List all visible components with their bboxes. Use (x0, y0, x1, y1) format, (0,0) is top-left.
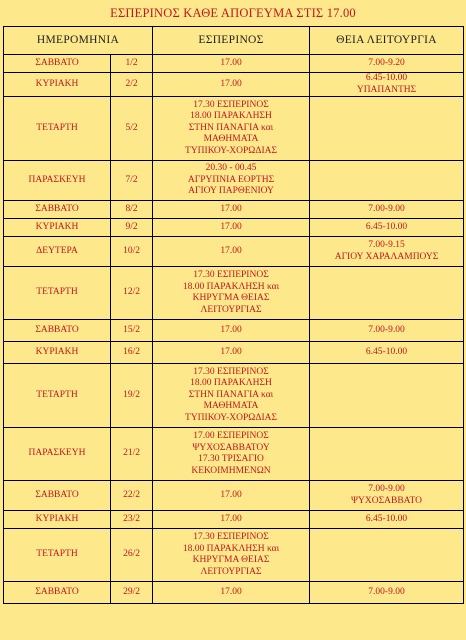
vespers-line: 17.30 ΕΣΠΕΡΙΝΟΣ (193, 99, 269, 110)
liturgy-cell (310, 511, 464, 529)
table-row (4, 511, 464, 529)
header-vespers: ΕΣΠΕΡΙΝΟΣ (153, 27, 310, 55)
day-cell: ΠΑΡΑΣΚΕΥΗ (4, 428, 111, 481)
page-title: ΕΣΠΕΡΙΝΟΣ ΚΑΘΕ ΑΠΟΓΕΥΜΑ ΣΤΙΣ 17.00 (110, 5, 356, 20)
vespers-line: 18.00 ΠΑΡΑΚΛΗΣΗ και (182, 281, 280, 292)
table-row (4, 582, 464, 604)
vespers-line: ΣΤΗΝ ΠΑΝΑΓΙΑ και (188, 122, 274, 133)
date-cell: 7/2 (111, 161, 153, 201)
day-cell: ΣΑΒΒΑΤΟ (4, 320, 111, 342)
vespers-cell (153, 219, 310, 237)
vespers-line: 17.00 (220, 57, 242, 68)
vespers-line: ΚΗΡΥΓΜΑ ΘΕΙΑΣ (192, 293, 270, 304)
vespers-cell (153, 529, 310, 582)
date-cell: 10/2 (111, 237, 153, 267)
table-row (4, 201, 464, 219)
vespers-line: 18.00 ΠΑΡΑΚΛΗΣΗ και (182, 543, 280, 554)
vespers-line: ΚΕΚΟΙΜΗΜΕΝΩΝ (191, 465, 271, 476)
liturgy-line: 6.45-10.00 (365, 513, 408, 524)
table-row (4, 161, 464, 201)
liturgy-cell (310, 237, 464, 267)
header-liturgy: ΘΕΙΑ ΛΕΙΤΟΥΡΓΙΑ (310, 27, 464, 55)
table-row (4, 320, 464, 342)
schedule-table (3, 26, 464, 604)
vespers-line: 17.00 (220, 245, 242, 256)
vespers-cell (153, 428, 310, 481)
vespers-cell (153, 97, 310, 161)
liturgy-cell (310, 481, 464, 511)
vespers-line: ΤΥΠΙΚΟΥ-ΧΟΡΩΔΙΑΣ (185, 146, 278, 157)
liturgy-line: 6.45-10.00 (365, 221, 408, 232)
date-cell: 21/2 (111, 428, 153, 481)
vespers-cell (153, 237, 310, 267)
table-row (4, 237, 464, 267)
liturgy-cell (310, 201, 464, 219)
liturgy-cell (310, 161, 464, 201)
liturgy-cell (310, 320, 464, 342)
date-cell: 15/2 (111, 320, 153, 342)
vespers-line: 18.00 ΠΑΡΑΚΛΗΣΗ (190, 378, 272, 389)
vespers-line: 17.30 ΕΣΠΕΡΙΝΟΣ (193, 532, 269, 542)
table-row (4, 97, 464, 161)
day-cell: ΚΥΡΙΑΚΗ (4, 219, 111, 237)
vespers-line: ΜΑΘΗΜΑΤΑ (203, 401, 259, 412)
date-cell: 5/2 (111, 97, 153, 161)
vespers-line: 17.00 ΕΣΠΕΡΙΝΟΣ (193, 431, 269, 441)
day-cell: ΔΕΥΤΕΡΑ (4, 237, 111, 267)
vespers-line: 17.00 (220, 489, 242, 500)
vespers-line: ΚΗΡΥΓΜΑ ΘΕΙΑΣ (192, 555, 270, 566)
header-row (4, 27, 464, 55)
day-cell: ΣΑΒΒΑΤΟ (4, 582, 111, 604)
vespers-line: 17.00 (220, 513, 242, 524)
liturgy-line: 7.00-9.20 (368, 57, 405, 68)
liturgy-cell (310, 219, 464, 237)
vespers-line: ΜΑΘΗΜΑΤΑ (203, 134, 259, 145)
vespers-line: ΛΕΙΤΟΥΡΓΙΑΣ (200, 566, 262, 577)
vespers-line: ΨΥΧΟΣΑΒΒΑΤΟΥ (192, 442, 270, 453)
date-cell: 19/2 (111, 364, 153, 428)
day-cell: ΤΕΤΑΡΤΗ (4, 267, 111, 320)
day-cell: ΚΥΡΙΑΚΗ (4, 73, 111, 97)
liturgy-line: 7.00-9.15 (368, 240, 405, 251)
table-row (4, 55, 464, 73)
day-cell: ΣΑΒΒΑΤΟ (4, 201, 111, 219)
vespers-cell (153, 582, 310, 604)
day-cell: ΠΑΡΑΣΚΕΥΗ (4, 161, 111, 201)
vespers-line: 20.30 - 00.45 (205, 163, 257, 174)
liturgy-cell (310, 529, 464, 582)
vespers-line: 17.00 (220, 324, 242, 335)
table-row (4, 428, 464, 481)
vespers-line: 17.30 ΕΣΠΕΡΙΝΟΣ (193, 270, 269, 280)
date-cell: 22/2 (111, 481, 153, 511)
vespers-cell (153, 342, 310, 364)
header-date: ΗΜΕΡΟΜΗΝΙΑ (4, 27, 153, 55)
liturgy-cell (310, 55, 464, 73)
liturgy-line: ΨΥΧΟΣΑΒΒΑΤΟ (351, 495, 422, 506)
liturgy-cell (310, 364, 464, 428)
table-row (4, 529, 464, 582)
vespers-cell (153, 161, 310, 201)
vespers-cell (153, 267, 310, 320)
vespers-line: 17.00 (220, 346, 242, 357)
liturgy-cell (310, 342, 464, 364)
vespers-line: ΤΥΠΙΚΟΥ-ΧΟΡΩΔΙΑΣ (185, 413, 278, 424)
liturgy-line: 6.45-10.00 (365, 346, 408, 357)
vespers-line: 17.30 ΤΡΙΣΑΓΙΟ (198, 454, 264, 465)
vespers-line: 18.00 ΠΑΡΑΚΛΗΣΗ (190, 111, 272, 122)
vespers-line: ΛΕΙΤΟΥΡΓΙΑΣ (200, 304, 262, 315)
day-cell: ΤΕΤΑΡΤΗ (4, 97, 111, 161)
vespers-cell (153, 481, 310, 511)
vespers-cell (153, 55, 310, 73)
vespers-cell (153, 73, 310, 97)
day-cell: ΚΥΡΙΑΚΗ (4, 511, 111, 529)
date-cell: 26/2 (111, 529, 153, 582)
schedule-body (4, 55, 464, 604)
vespers-cell (153, 511, 310, 529)
vespers-cell (153, 201, 310, 219)
day-cell: ΚΥΡΙΑΚΗ (4, 342, 111, 364)
date-cell: 23/2 (111, 511, 153, 529)
table-row (4, 73, 464, 97)
liturgy-cell (310, 582, 464, 604)
table-row (4, 267, 464, 320)
vespers-line: 17.00 (220, 203, 242, 214)
liturgy-cell (310, 428, 464, 481)
liturgy-line: ΑΓΙΟΥ ΧΑΡΑΛΑΜΠΟΥΣ (334, 251, 439, 262)
table-row (4, 481, 464, 511)
date-cell: 2/2 (111, 73, 153, 97)
day-cell: ΤΕΤΑΡΤΗ (4, 529, 111, 582)
vespers-line: 17.00 (220, 221, 242, 232)
day-cell: ΣΑΒΒΑΤΟ (4, 481, 111, 511)
vespers-line: 17.00 (220, 586, 242, 597)
liturgy-line: 7.00-9.00 (368, 586, 405, 597)
liturgy-cell (310, 97, 464, 161)
date-cell: 9/2 (111, 219, 153, 237)
table-row (4, 342, 464, 364)
vespers-cell (153, 320, 310, 342)
day-cell: ΣΑΒΒΑΤΟ (4, 55, 111, 73)
vespers-line: ΑΓΡΥΠΝΙΑ ΕΟΡΤΗΣ (187, 174, 275, 185)
vespers-line: 17.30 ΕΣΠΕΡΙΝΟΣ (193, 366, 269, 377)
date-cell: 16/2 (111, 342, 153, 364)
date-cell: 1/2 (111, 55, 153, 73)
table-row (4, 219, 464, 237)
day-cell: ΤΕΤΑΡΤΗ (4, 364, 111, 428)
vespers-line: 17.00 (220, 78, 242, 89)
liturgy-line: 6.45-10.00 (365, 73, 408, 83)
liturgy-line: 7.00-9.00 (368, 484, 405, 495)
table-row (4, 364, 464, 428)
date-cell: 12/2 (111, 267, 153, 320)
vespers-line: ΣΤΗΝ ΠΑΝΑΓΙΑ και (188, 389, 274, 400)
date-cell: 8/2 (111, 201, 153, 219)
liturgy-cell (310, 267, 464, 320)
date-cell: 29/2 (111, 582, 153, 604)
vespers-line: ΑΓΙΟΥ ΠΑΡΘΕΝΙΟΥ (188, 186, 274, 197)
liturgy-cell (310, 73, 464, 97)
liturgy-line: 7.00-9.00 (368, 203, 405, 214)
liturgy-line: ΥΠΑΠΑΝΤΗΣ (356, 84, 417, 95)
liturgy-line: 7.00-9.00 (368, 324, 405, 335)
vespers-cell (153, 364, 310, 428)
